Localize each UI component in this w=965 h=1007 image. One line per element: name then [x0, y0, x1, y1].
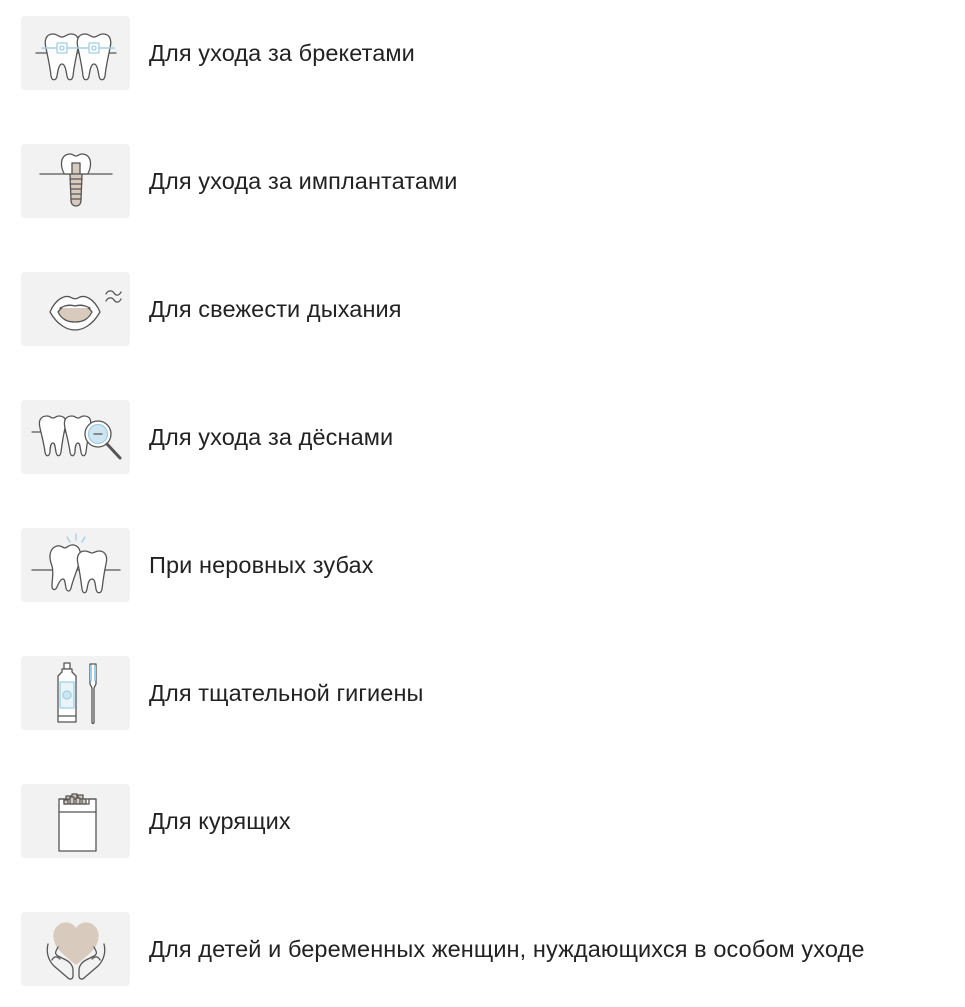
- heart-in-hands-icon: [26, 914, 126, 984]
- item-label: Для ухода за имплантатами: [149, 167, 458, 194]
- list-item[interactable]: [21, 784, 291, 858]
- icon-tile: [21, 784, 130, 858]
- icon-tile: [21, 16, 130, 90]
- list-item[interactable]: [21, 16, 415, 90]
- list-item[interactable]: [21, 528, 374, 602]
- item-label: Для детей и беременных женщин, нуждающихся в особом уходе: [149, 935, 865, 962]
- icon-tile: [21, 912, 130, 986]
- item-label: Для курящих: [149, 807, 291, 834]
- fresh-breath-mouth-icon: [26, 274, 126, 344]
- gums-magnifier-icon: [26, 402, 126, 472]
- item-label: Для тщательной гигиены: [149, 679, 424, 706]
- item-label: При неровных зубах: [149, 551, 374, 578]
- item-label: Для свежести дыхания: [149, 295, 402, 322]
- icon-tile: [21, 144, 130, 218]
- icon-tile: [21, 272, 130, 346]
- item-label: Для ухода за дёснами: [149, 423, 394, 450]
- toothpaste-toothbrush-icon: [26, 658, 126, 728]
- list-item[interactable]: [21, 272, 402, 346]
- dental-implant-icon: [26, 146, 126, 216]
- icon-tile: [21, 400, 130, 474]
- list-item[interactable]: [21, 144, 458, 218]
- icon-tile: [21, 656, 130, 730]
- icon-tile: [21, 528, 130, 602]
- list-item[interactable]: [21, 656, 424, 730]
- crooked-teeth-icon: [26, 530, 126, 600]
- item-label: Для ухода за брекетами: [149, 39, 415, 66]
- list-item[interactable]: [21, 912, 865, 986]
- cigarette-pack-icon: [26, 786, 126, 856]
- list-item[interactable]: [21, 400, 393, 474]
- braces-teeth-icon: [26, 18, 126, 88]
